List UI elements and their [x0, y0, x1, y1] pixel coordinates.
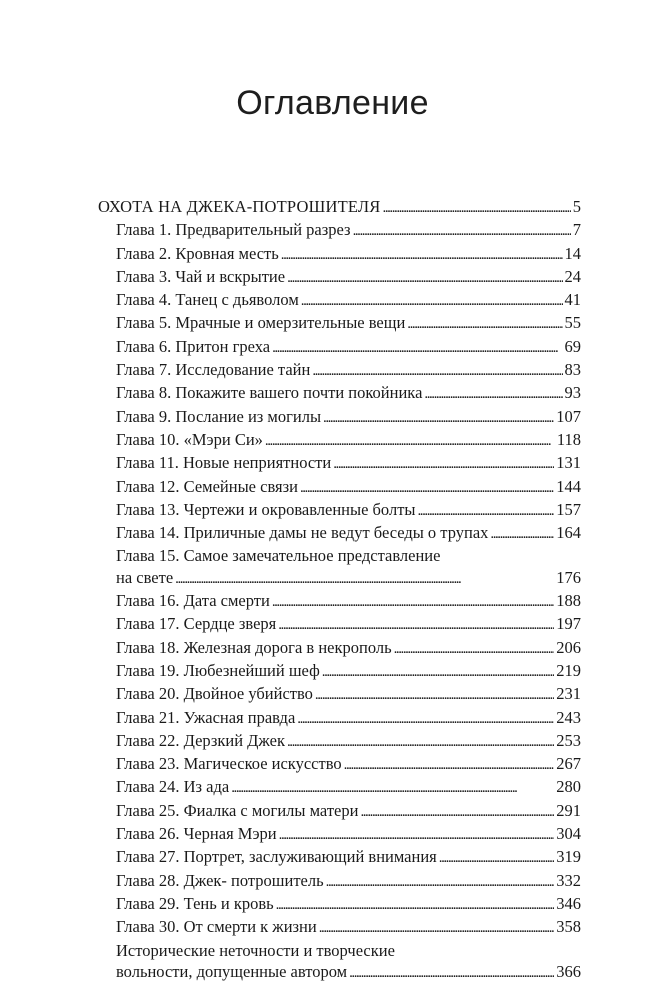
dot-leader [281, 243, 563, 266]
chapter-title: Глава 12. Семейные связи [116, 476, 298, 496]
chapter-title: Глава 19. Любезнейший шеф [116, 660, 320, 680]
chapter-title: Глава 4. Танец с дьяволом [116, 290, 299, 310]
toc-entry [98, 359, 581, 382]
page-number: 188 [556, 591, 581, 611]
toc-entry [98, 730, 581, 753]
dot-leader [326, 870, 555, 893]
page-number: 41 [564, 290, 581, 310]
toc-entry [98, 452, 581, 475]
chapter-title: Глава 24. Из ада [116, 777, 230, 797]
page-number: 243 [556, 707, 581, 727]
dot-leader [418, 499, 555, 522]
dot-leader [265, 429, 555, 452]
dot-leader [276, 893, 555, 916]
chapter-title: Глава 3. Чай и вскрытие [116, 266, 286, 286]
toc-entry [98, 660, 581, 683]
dot-leader [333, 452, 554, 475]
page-number: 304 [556, 824, 581, 844]
toc-entry [98, 289, 581, 312]
dot-leader [301, 289, 563, 312]
page-number: 83 [564, 360, 581, 380]
page-number: 5 [572, 197, 581, 216]
page-number: 358 [556, 917, 581, 937]
toc-entry [98, 893, 581, 916]
dot-leader [287, 730, 554, 753]
dot-leader [231, 776, 554, 799]
toc-entry [98, 613, 581, 636]
toc-entry [98, 846, 581, 869]
page-number: 7 [572, 220, 581, 240]
dot-leader [360, 800, 554, 823]
chapter-title-line1: Глава 15. Самое замечательное представление [116, 546, 441, 566]
page-number: 231 [556, 684, 581, 704]
dot-leader [300, 476, 554, 499]
chapter-title: Глава 26. Черная Мэри [116, 824, 277, 844]
chapter-title: Глава 8. Покажите вашего почти покойника [116, 383, 423, 403]
chapter-title: Глава 2. Кровная месть [116, 243, 279, 263]
toc-entry [98, 382, 581, 405]
toc-entry [98, 707, 581, 730]
toc-entry [98, 499, 581, 522]
page-number: 197 [556, 614, 581, 634]
dot-leader [312, 359, 562, 382]
page-number: 14 [564, 243, 581, 263]
part-title: ОХОТА НА ДЖЕКА-ПОТРОШИТЕЛЯ [98, 197, 381, 216]
page-number: 55 [564, 313, 581, 333]
toc-entry [98, 243, 581, 266]
toc-entry [98, 312, 581, 335]
chapter-title: Глава 23. Магическое искусство [116, 754, 342, 774]
chapter-title: Глава 6. Притон греха [116, 336, 271, 356]
chapter-title-line2: на свете [116, 567, 174, 587]
chapter-title: Глава 13. Чертежи и окровавленные болты [116, 499, 416, 519]
dot-leader [322, 660, 554, 683]
chapter-title: Глава 29. Тень и кровь [116, 893, 274, 913]
toc-part-entry [98, 196, 581, 219]
dot-leader [407, 312, 562, 335]
page-number: 157 [556, 499, 581, 519]
page-number: 24 [564, 266, 581, 286]
appendix-title-line2: вольности, допущенные автором [116, 961, 348, 981]
dot-leader [175, 567, 554, 590]
chapter-title: Глава 28. Джек- потрошитель [116, 870, 324, 890]
dot-leader [490, 522, 554, 545]
page-number: 107 [556, 406, 581, 426]
page-number: 219 [556, 660, 581, 680]
toc-entry [98, 406, 581, 429]
page-number: 366 [556, 961, 581, 981]
toc-entry [98, 800, 581, 823]
dot-leader [297, 707, 554, 730]
toc-entry [98, 429, 581, 452]
page-number: 280 [556, 777, 581, 797]
toc-entry [98, 870, 581, 893]
toc-entry [98, 683, 581, 706]
page-title: Оглавление [236, 84, 429, 122]
toc-entry [98, 476, 581, 499]
page-number: 118 [556, 429, 581, 449]
chapter-title: Глава 10. «Мэри Си» [116, 429, 263, 449]
page-number: 144 [556, 476, 581, 496]
dot-leader [394, 637, 555, 660]
chapter-title: Глава 7. Исследование тайн [116, 360, 311, 380]
dot-leader [349, 961, 554, 984]
page-number: 253 [556, 730, 581, 750]
page-number: 93 [564, 383, 581, 403]
dot-leader [287, 266, 562, 289]
dot-leader [439, 846, 554, 869]
page-number: 131 [556, 453, 581, 473]
page-number: 267 [556, 754, 581, 774]
table-of-contents [98, 196, 581, 984]
dot-leader [272, 336, 562, 359]
dot-leader [272, 590, 554, 613]
dot-leader [319, 916, 555, 939]
chapter-title: Глава 5. Мрачные и омерзительные вещи [116, 313, 406, 333]
chapter-title: Глава 20. Двойное убийство [116, 684, 313, 704]
page-number: 332 [556, 870, 581, 890]
chapter-title: Глава 27. Портрет, заслуживающий внимания [116, 847, 437, 867]
chapter-title: Глава 1. Предварительный разрез [116, 220, 351, 240]
dot-leader [424, 382, 562, 405]
appendix-title-line1: Исторические неточности и творческие [116, 940, 395, 960]
page-number: 176 [556, 567, 581, 587]
toc-entry [98, 823, 581, 846]
toc-entry [98, 336, 581, 359]
toc-entry [98, 637, 581, 660]
dot-leader [315, 683, 554, 706]
page-number: 206 [556, 637, 581, 657]
toc-entry [98, 567, 581, 590]
toc-entry [98, 219, 581, 242]
chapter-title: Глава 16. Дата смерти [116, 591, 270, 611]
chapter-title: Глава 14. Приличные дамы не ведут беседы о трупах [116, 523, 489, 543]
dot-leader [323, 406, 554, 429]
dot-leader [279, 823, 555, 846]
dot-leader [383, 196, 571, 219]
toc-entry [98, 916, 581, 939]
toc-entry [98, 753, 581, 776]
toc-entry [98, 266, 581, 289]
chapter-title: Глава 22. Дерзкий Джек [116, 730, 285, 750]
chapter-title: Глава 11. Новые неприятности [116, 453, 332, 473]
chapter-title: Глава 30. От смерти к жизни [116, 917, 317, 937]
toc-entry [98, 522, 581, 545]
toc-entry [98, 590, 581, 613]
page-number: 346 [556, 893, 581, 913]
chapter-title: Глава 25. Фиалка с могилы матери [116, 800, 359, 820]
toc-entry [98, 961, 581, 984]
toc-entry [98, 776, 581, 799]
chapter-title: Глава 9. Послание из могилы [116, 406, 322, 426]
chapter-title: Глава 18. Железная дорога в некрополь [116, 637, 392, 657]
page-number: 319 [556, 847, 581, 867]
dot-leader [353, 219, 571, 242]
dot-leader [344, 753, 555, 776]
dot-leader [278, 613, 554, 636]
page-number: 164 [556, 523, 581, 543]
page-number: 69 [564, 336, 581, 356]
chapter-title: Глава 17. Сердце зверя [116, 614, 277, 634]
page-number: 291 [556, 800, 581, 820]
chapter-title: Глава 21. Ужасная правда [116, 707, 296, 727]
